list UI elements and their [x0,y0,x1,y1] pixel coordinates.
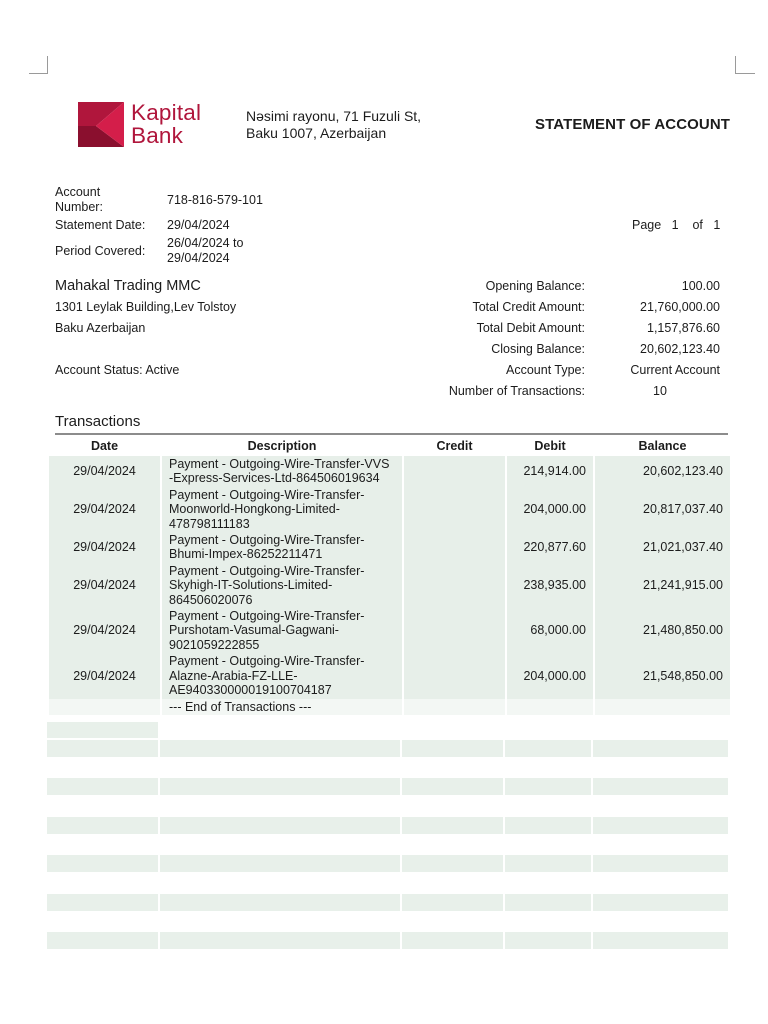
crop-mark-right [735,73,755,74]
empty-cell [47,778,158,795]
account-type: Current Account [630,363,720,377]
empty-cell [47,740,158,757]
transaction-balance: 21,548,850.00 [595,653,730,698]
empty-cell [49,699,160,715]
page-total: 1 [713,218,721,232]
transaction-date: 29/04/2024 [49,456,160,487]
empty-row [47,932,728,949]
transaction-description [162,653,402,698]
table-row [49,653,730,698]
account-number: 718-816-579-101 [167,193,263,207]
page-indicator [632,218,720,233]
description-line: Skyhigh-IT-Solutions-Limited- [169,578,333,593]
customer-address-line2: Baku Azerbaijan [55,321,146,335]
crop-mark-left [29,73,48,74]
empty-row [47,740,728,757]
col-balance: Balance [638,439,687,453]
description-line: Payment - Outgoing-Wire-Transfer- [169,533,365,548]
table-row [49,487,730,532]
bank-wordmark: Kapital Bank [131,100,202,148]
description-line: Purshotam-Vasumal-Gagwani- [169,623,339,638]
kapital-logo-icon [78,102,124,147]
empty-cell [593,740,728,757]
empty-cell [160,855,400,872]
col-credit: Credit [436,439,473,453]
opening-balance: 100.00 [681,279,720,293]
empty-cell [593,932,728,949]
description-line: Payment - Outgoing-Wire-Transfer- [169,563,365,578]
transaction-description [162,563,402,608]
col-description: Description [247,439,317,453]
empty-cell [593,778,728,795]
transaction-debit: 204,000.00 [507,487,593,532]
empty-cell [505,740,591,757]
bank-address: Nəsimi rayonu, 71 Fuzuli St, Baku 1007, Azerbaijan [246,108,422,141]
empty-cell [160,740,400,757]
col-debit: Debit [534,439,566,453]
transaction-date: 29/04/2024 [49,608,160,653]
empty-cell [593,855,728,872]
period-covered-label: Period Covered: [55,244,146,258]
transaction-date: 29/04/2024 [49,653,160,698]
empty-cell [47,932,158,949]
transaction-balance: 21,241,915.00 [595,563,730,608]
transaction-balance: 20,817,037.40 [595,487,730,532]
transaction-credit [404,563,505,608]
transaction-description [162,456,402,487]
col-date: Date [90,439,119,453]
empty-cell [404,699,505,715]
transaction-description [162,608,402,653]
empty-cell [505,817,591,834]
total-debit-label: Total Debit Amount: [476,321,585,335]
account-type-label: Account Type: [506,363,585,377]
table-row-end [49,699,730,715]
transaction-credit [404,456,505,487]
empty-cell [505,855,591,872]
end-of-transactions: --- End of Transactions --- [162,699,402,715]
empty-row [47,855,728,872]
empty-row [47,817,728,834]
transaction-date: 29/04/2024 [49,563,160,608]
table-row [49,563,730,608]
empty-cell [402,778,503,795]
transaction-date: 29/04/2024 [49,532,160,563]
table-row [49,608,730,653]
crop-mark-right [735,56,736,74]
transaction-balance: 21,480,850.00 [595,608,730,653]
closing-balance: 20,602,123.40 [640,342,720,356]
page-of: of [692,218,703,232]
description-line: Payment - Outgoing-Wire-Transfer- [169,487,365,502]
empty-cell [47,722,158,738]
transaction-balance: 20,602,123.40 [595,456,730,487]
empty-cell [160,894,400,911]
empty-cell [402,817,503,834]
table-header-row [49,436,730,456]
total-credit: 21,760,000.00 [640,300,720,314]
transaction-debit: 68,000.00 [507,608,593,653]
description-line: Payment - Outgoing-Wire-Transfer- [169,609,365,624]
empty-cell [47,894,158,911]
statement-date: 29/04/2024 [167,218,230,232]
transactions-title: Transactions [55,413,141,430]
transaction-credit [404,653,505,698]
transaction-description [162,532,402,563]
empty-cell [505,932,591,949]
transactions-table [47,436,732,715]
empty-cell [160,817,400,834]
customer-address-line1: 1301 Leylak Building,Lev Tolstoy [55,300,237,314]
transaction-debit: 238,935.00 [507,563,593,608]
closing-balance-label: Closing Balance: [491,342,585,356]
empty-cell [507,699,593,715]
transaction-credit [404,532,505,563]
transaction-balance: 21,021,037.40 [595,532,730,563]
page-current: 1 [671,218,679,232]
total-debit: 1,157,876.60 [647,321,720,335]
transaction-credit [404,487,505,532]
transaction-debit: 214,914.00 [507,456,593,487]
empty-cell [593,817,728,834]
empty-cell [595,699,730,715]
account-status: Account Status: Active [55,363,180,377]
statement-date-label: Statement Date: [55,218,146,232]
empty-row [47,722,728,738]
crop-mark-left [47,56,48,74]
empty-cell [160,932,400,949]
total-credit-label: Total Credit Amount: [472,300,585,314]
header-divider [55,433,728,435]
empty-cell [402,740,503,757]
description-line: AE940330000019100704187 [169,683,332,698]
transaction-credit [404,608,505,653]
empty-cell [505,894,591,911]
description-line: -Express-Services-Ltd-864506019634 [169,471,380,486]
empty-cell [402,894,503,911]
document-title: STATEMENT OF ACCOUNT [535,116,731,133]
account-number-label: Account Number: [55,185,103,214]
customer-name: Mahakal Trading MMC [55,278,201,294]
transaction-debit: 204,000.00 [507,653,593,698]
empty-cell [505,778,591,795]
empty-cell [402,855,503,872]
transaction-description [162,487,402,532]
period-covered: 26/04/2024 to 29/04/2024 [167,236,244,265]
transaction-count-label: Number of Transactions: [448,384,585,398]
bank-logo [78,102,218,150]
description-line: Payment - Outgoing-Wire-Transfer- [169,654,365,669]
transactions-body [49,456,730,715]
description-line: 478798111183 [169,516,250,531]
page-label: Page [632,218,662,232]
description-line: Moonworld-Hongkong-Limited- [169,502,340,517]
transaction-debit: 220,877.60 [507,532,593,563]
empty-cell [47,855,158,872]
empty-cell [160,778,400,795]
opening-balance-label: Opening Balance: [485,279,585,293]
description-line: Alazne-Arabia-FZ-LLE- [169,668,298,683]
table-row [49,456,730,487]
description-line: 864506020076 [169,592,253,607]
description-line: 9021059222855 [169,637,260,652]
empty-cell [593,894,728,911]
description-line: Bhumi-Impex-86252211471 [169,547,323,562]
description-line: Payment - Outgoing-Wire-Transfer-VVS [169,457,390,471]
empty-row [47,778,728,795]
empty-cell [47,817,158,834]
empty-cell [402,932,503,949]
transaction-date: 29/04/2024 [49,487,160,532]
empty-row [47,894,728,911]
table-row [49,532,730,563]
transaction-count: 10 [653,384,667,398]
